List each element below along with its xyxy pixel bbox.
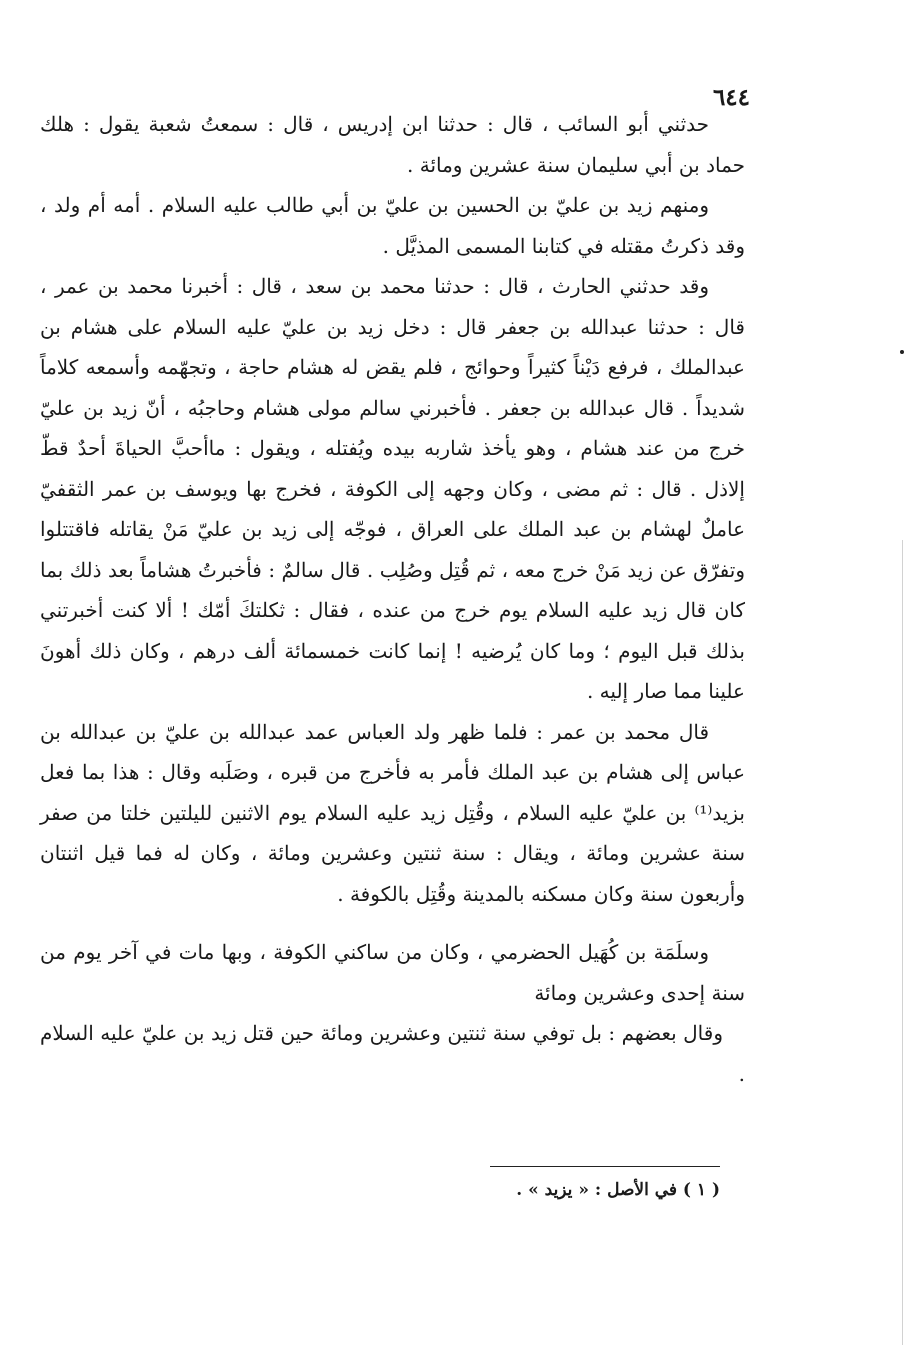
page-number: ٦٤٤: [712, 84, 750, 111]
page-body: [40, 104, 745, 1094]
footnote: ( ١ ) في الأصل : « يزيد » .: [516, 1180, 720, 1200]
page-edge-line: [902, 540, 903, 1345]
margin-mark: [900, 350, 904, 354]
paragraph-salama-ibn-kuhayl: وسلَمَة بن كُهَيل الحضرمي ، وكان من ساكني الكوفة ، وبها مات في آخر يوم من سنة إحدى وعشرين ومائة: [40, 940, 745, 1005]
paragraph-other-report: وقال بعضهم : بل توفي سنة ثنتين وعشرين ومائة حين قتل زيد بن عليّ عليه السلام .: [40, 1021, 745, 1086]
paragraph-zayd-ibn-ali: ومنهم زيد بن عليّ بن الحسين بن عليّ بن أبي طالب عليه السلام . أمه أم ولد ، وقد ذكرتُ مقتله في كتابنا المسمى المذيَّل .: [40, 193, 745, 258]
paragraph-abu-al-saib: حدثني أبو السائب ، قال : حدثنا ابن إدريس ، قال : سمعتُ شعبة يقول : هلك حماد بن أبي سليمان سنة عشرين ومائة .: [40, 112, 745, 177]
paragraph-muhammad-ibn-umar: قال محمد بن عمر : فلما ظهر ولد العباس عمد عبدالله بن عليّ بن عبدالله بن عباس إلى هشام بن عبد الملك فأمر به فأخرج من قبره ، وصَلَبه وقال : هذا بما فعل بزيد⁽¹⁾ بن عليّ عليه السلام ، وقُتِل زيد عليه السلام يوم الاثنين لليلتين خلتا من صفر سنة عشرين ومائة ، ويقال : سنة ثنتين وعشرين ومائة ، وكان له فما قيل اثنتان وأربعون سنة وكان مسكنه بالمدينة وقُتِل بالكوفة .: [40, 719, 745, 906]
paragraph-al-harith-narration: وقد حدثني الحارث ، قال : حدثنا محمد بن سعد ، قال : أخبرنا محمد بن عمر ، قال : حدثنا عبدالله بن جعفر قال : دخل زيد بن عليّ عليه السلام على هشام بن عبدالملك ، فرفع دَيْناً كثيراً وحوائج ، فلم يقض له هشام حاجة ، وتجهّمه وأسمعه كلاماً شديداً . قال عبدالله بن جعفر . فأخبرني سالم مولى هشام وحاجبُه ، أنّ زيد بن عليّ خرج من عند هشام ، وهو يأخذ شاربه بيده ويُفتله ، ويقول : ماأحبَّ الحياةَ أحدٌ قطّ إلاذل . قال : ثم مضى ، وكان وجهه إلى الكوفة ، فخرج بها ويوسف بن عمر الثقفيّ عاملٌ لهشام بن عبد الملك على العراق ، فوجّه إلى زيد بن عليّ مَنْ يقاتله فاقتتلوا وتفرّق عن زيد مَنْ خرج معه ، ثم قُتِل وصُلِب . قال سالمٌ : فأخبرتُ هشاماً بعد ذلك بما كان قال زيد عليه السلام يوم خرج من عنده ، فقال : ثكلتكَ أمّك ! ألا كنت أخبرتني بذلك قبل اليوم ؛ وما كان يُرضيه ! إنما كانت خمسمائة ألف درهم ، وكان ذلك أهونَ علينا مما صار إليه .: [40, 274, 746, 703]
footnote-divider: [490, 1166, 720, 1167]
